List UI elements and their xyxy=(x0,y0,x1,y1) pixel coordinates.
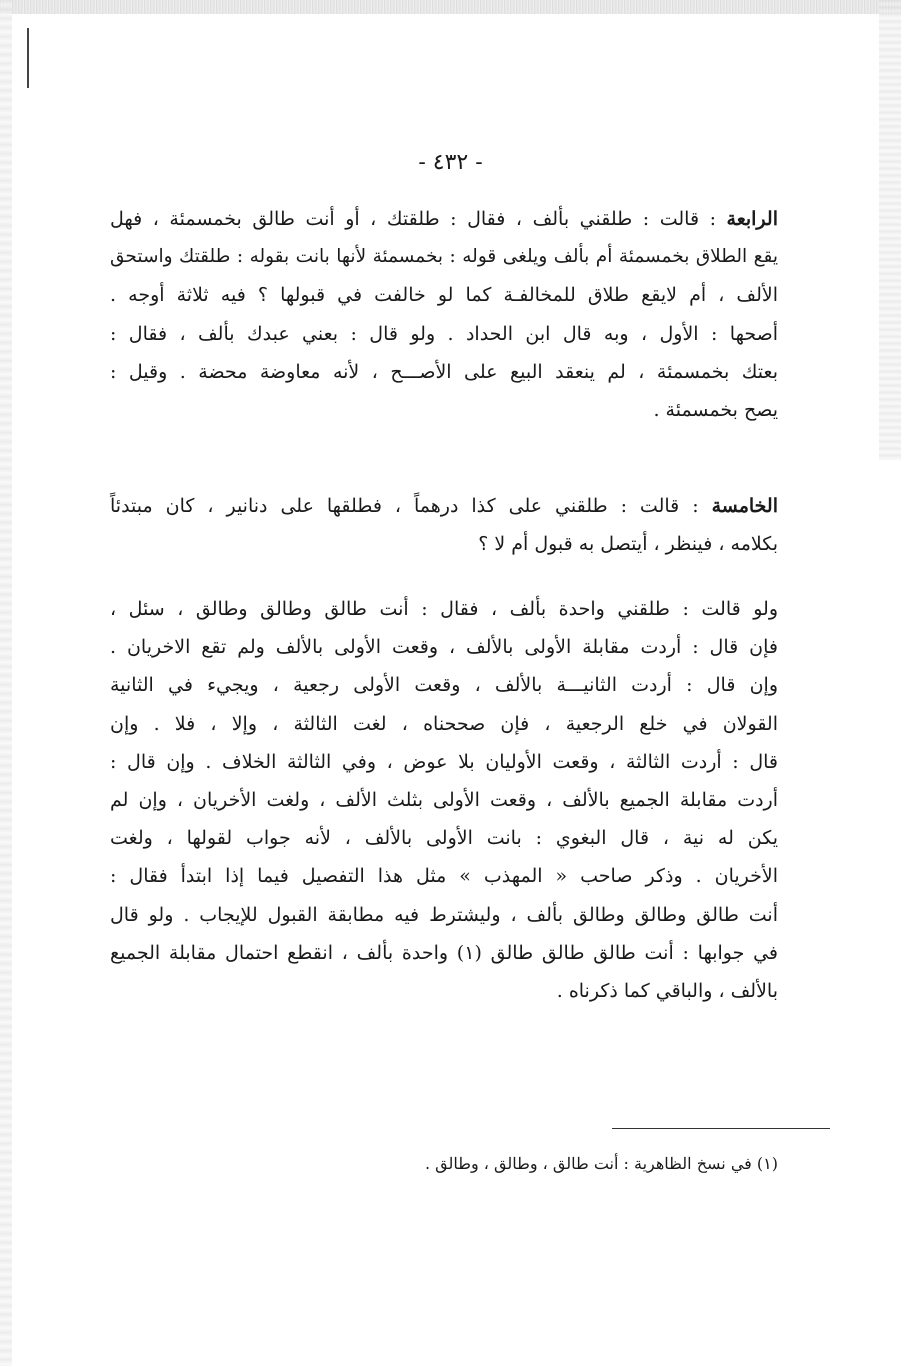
text-line: بعتك بخمسمئة ، لم ينعقد البيع على الأصـــح ، لأنه معاوضة محضة . وقيل : xyxy=(110,360,778,383)
text-line: الأخريان . وذكر صاحب « المهذب » مثل هذا التفصيل فيما إذا ابتدأ فقال : xyxy=(110,865,778,888)
text-line: القولان في خلع الرجعية ، فإن صححناه ، لغت الثالثة ، وإلا ، فلا . وإن xyxy=(110,712,778,735)
line-text: : قالت : طلقني على كذا درهماً ، فطلقها على دنانير ، كان مبتدئاً xyxy=(110,495,699,517)
paragraph-lead: الخامسة xyxy=(711,495,778,517)
line-text: : قالت : طلقني بألف ، فقال : طلقتك ، أو أنت طالق بخمسمئة ، فهل xyxy=(110,208,716,230)
paragraph-fifth xyxy=(110,487,778,563)
text-line: الألف ، أم لايقع طلاق للمخالفـة كما لو خالفت في قبولها ؟ فيه ثلاثة أوجه . xyxy=(110,284,778,307)
scan-edge-top xyxy=(0,0,901,14)
text-line: بكلامه ، فينظر ، أيتصل به قبول أم لا ؟ xyxy=(478,533,778,556)
footnote-divider xyxy=(612,1128,830,1129)
text-line: بالألف ، والباقي كما ذكرناه . xyxy=(556,979,778,1002)
text-line: فإن قال : أردت مقابلة الأولى بالألف ، وقعت الأولى بالألف ولم تقع الاخريان . xyxy=(110,636,778,659)
text-line xyxy=(110,200,778,238)
text-line: يصح بخمسمئة . xyxy=(653,398,778,421)
text-line: في جوابها : أنت طالق طالق طالق (١) واحدة بألف ، انقطع احتمال مقابلة الجميع xyxy=(110,941,778,964)
text-line: أردت مقابلة الجميع بالألف ، وقعت الأولى بثلث الألف ، ولغت الأخريان ، وإن لم xyxy=(110,788,778,811)
text-line: يكن له نية ، قال البغوي : بانت الأولى بالألف ، لأنه جواب لقولها ، ولغت xyxy=(110,827,778,850)
footnote: (١) في نسخ الظاهرية : أنت طالق ، وطالق ، وطالق . xyxy=(424,1154,778,1173)
text-line: ولو قالت : طلقني واحدة بألف ، فقال : أنت طالق وطالق وطالق ، سئل ، xyxy=(110,598,778,620)
text-line: أنت طالق وطالق وطالق بألف ، وليشترط فيه مطابقة القبول للإيجاب . ولو قال xyxy=(110,903,778,926)
text-line: يقع الطلاق بخمسمئة أم بألف ويلغى قوله : بخمسمئة لأنها بانت بقوله : طلقتك واستحق xyxy=(110,246,778,268)
text-line: قال : أردت الثالثة ، وقعت الأوليان بلا عوض ، وفي الثالثة الخلاف . وإن قال : xyxy=(110,750,778,773)
paragraph-third xyxy=(110,590,778,1010)
margin-mark xyxy=(27,28,29,88)
text-line: أصحها : الأول ، وبه قال ابن الحداد . ولو قال : بعني عبدك بألف ، فقال : xyxy=(110,322,779,345)
paragraph-lead: الرابعة xyxy=(726,208,778,230)
text-line: وإن قال : أردت الثانيـــة بالألف ، وقعت الأولى رجعية ، ويجيء في الثانية xyxy=(110,674,778,697)
page-number: - ٤٣٢ - xyxy=(418,150,483,175)
paragraph-fourth xyxy=(110,200,778,429)
text-line xyxy=(110,487,778,525)
scan-edge-left xyxy=(0,0,12,1366)
scan-edge-right xyxy=(879,0,901,460)
